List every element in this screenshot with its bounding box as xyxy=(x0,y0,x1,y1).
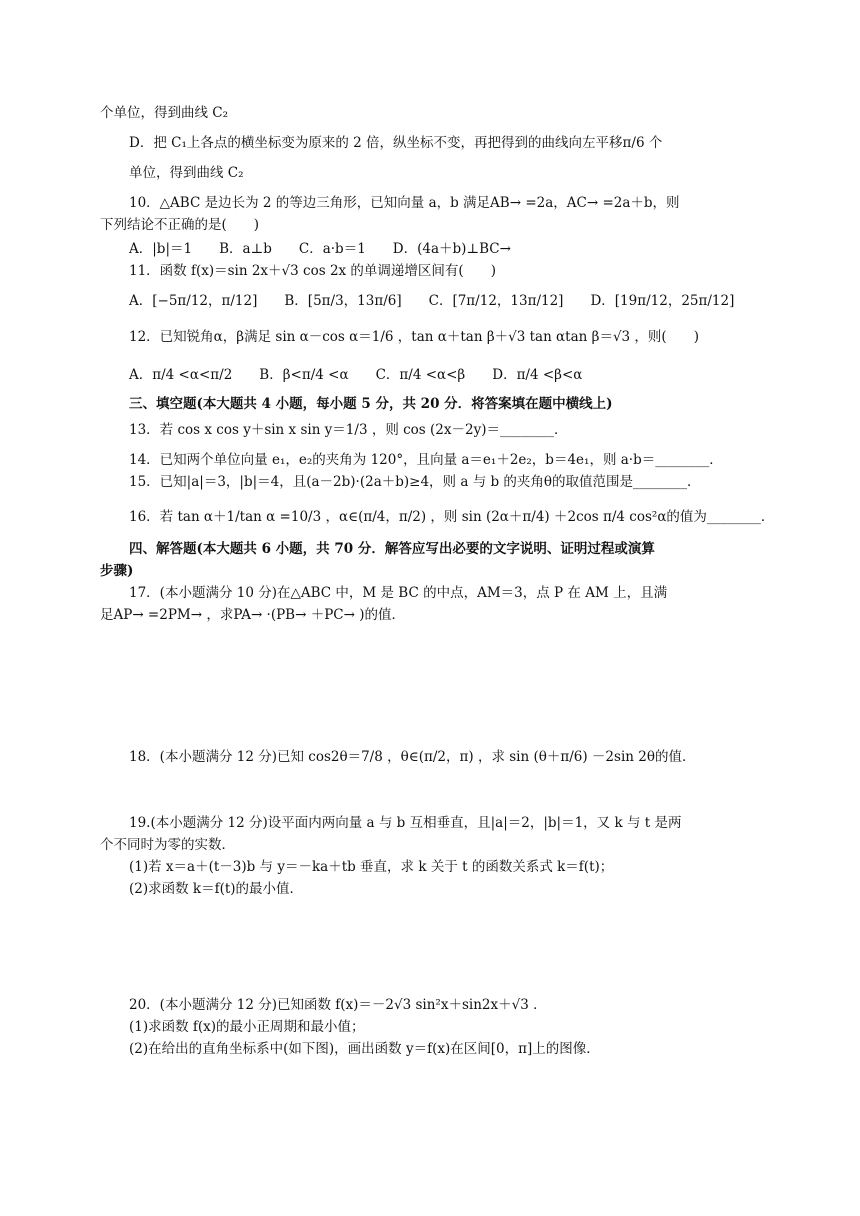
question-13: 13．若 cos x cos y＋sin x sin y＝1/3 ，则 cos (2x－2y)＝________． xyxy=(129,422,568,438)
question-19-part-1: (1)若 x＝a＋(t－3)b 与 y＝－ka＋tb 垂直，求 k 关于 t 的函数关系式 k＝f(t)； xyxy=(129,859,614,875)
options-12: A．π/4 <α<π/2 B．β<π/4 <α C．π/4 <α<β D．π/4 <β<α xyxy=(129,367,583,383)
question-19-part-2: (2)求函数 k＝f(t)的最小值． xyxy=(129,881,304,897)
question-20: 20．(本小题满分 12 分)已知函数 f(x)＝－2√3 sin²x＋sin2x＋√3 ． xyxy=(129,997,547,1013)
text-line: D．把 C₁上各点的横坐标变为原来的 2 倍，纵坐标不变，再把得到的曲线向左平移π/6 个 xyxy=(129,135,663,151)
text-line: 个单位，得到曲线 C₂ xyxy=(100,105,229,121)
text-line: 下列结论不正确的是( ) xyxy=(100,217,260,233)
options-10: A．|b|＝1 B．a⊥b C．a·b＝1 D．(4a＋b)⊥BC→ xyxy=(129,241,511,257)
question-20-part-2: (2)在给出的直角坐标系中(如下图)，画出函数 y＝f(x)在区间[0，π]上的图像． xyxy=(129,1041,600,1057)
question-11: 11．函数 f(x)＝sin 2x＋√3 cos 2x 的单调递增区间有( ) xyxy=(129,263,496,279)
question-14: 14．已知两个单位向量 e₁，e₂的夹角为 120°，且向量 a＝e₁＋2e₂，b＝4e₁，则 a·b＝________． xyxy=(129,452,723,468)
options-11: A．[−5π/12，π/12] B．[5π/3，13π/6] C．[7π/12，13π/12] D．[19π/12，25π/12] xyxy=(129,293,735,309)
question-20-part-1: (1)求函数 f(x)的最小正周期和最小值； xyxy=(129,1019,365,1035)
question-12: 12．已知锐角α，β满足 sin α－cos α＝1/6 ，tan α＋tan β＋√3 tan αtan β＝√3 ，则( ) xyxy=(129,329,699,345)
text-line: 足AP→ =2PM→ ，求PA→ ·(PB→ ＋PC→ )的值． xyxy=(100,607,405,623)
question-16: 16．若 tan α＋1/tan α =10/3 ，α∈(π/4，π/2) ，则 sin (2α＋π/4) ＋2cos π/4 cos²α的值为________． xyxy=(129,509,775,525)
question-10: 10．△ABC 是边长为 2 的等边三角形，已知向量 a，b 满足AB→ =2a，AC→ =2a＋b，则 xyxy=(129,195,680,211)
question-19: 19.(本小题满分 12 分)设平面内两向量 a 与 b 互相垂直，且|a|＝2，|b|＝1，又 k 与 t 是两 xyxy=(129,815,682,831)
text-line: 步骤) xyxy=(100,563,134,579)
section-heading-answer: 四、解答题(本大题共 6 小题，共 70 分．解答应写出必要的文字说明、证明过程或演算 xyxy=(129,541,655,557)
text-line: 个不同时为零的实数． xyxy=(100,837,235,853)
text-line: 单位，得到曲线 C₂ xyxy=(129,165,244,181)
section-heading-fill-in: 三、填空题(本大题共 4 小题，每小题 5 分，共 20 分．将答案填在题中横线上) xyxy=(129,396,613,412)
question-15: 15．已知|a|＝3，|b|＝4，且(a－2b)·(2a＋b)≥4，则 a 与 b 的夹角θ的取值范围是________． xyxy=(129,474,701,490)
question-17: 17．(本小题满分 10 分)在△ABC 中，M 是 BC 的中点，AM＝3，点 P 在 AM 上，且满 xyxy=(129,585,668,601)
question-18: 18．(本小题满分 12 分)已知 cos2θ＝7/8 ，θ∈(π/2，π) ，求 sin (θ＋π/6) －2sin 2θ的值． xyxy=(129,749,696,765)
